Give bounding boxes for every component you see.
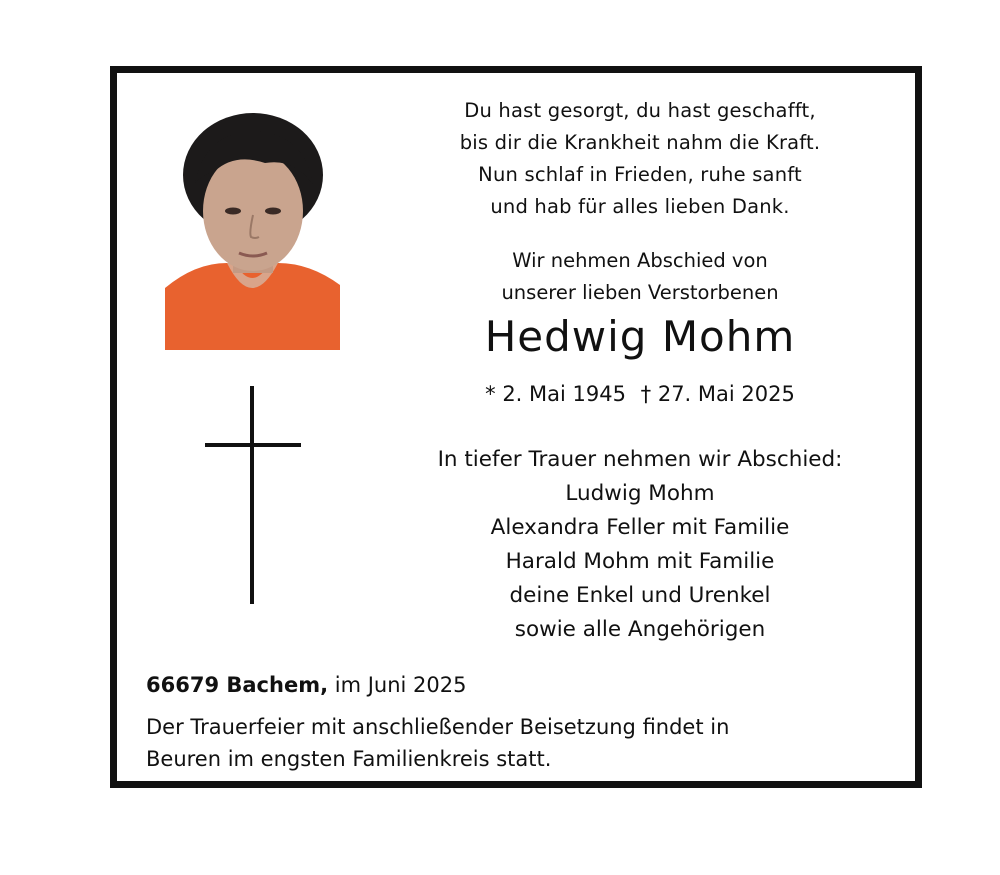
farewell-intro	[375, 245, 905, 309]
mourner-entry: Alexandra Feller mit Familie	[490, 515, 790, 540]
poem-line: Nun schlaf in Frieden, ruhe sanft	[478, 163, 802, 186]
obituary-frame	[110, 66, 922, 788]
intro-line: Wir nehmen Abschied von	[512, 249, 768, 272]
mourner-entry: deine Enkel und Urenkel	[509, 583, 771, 608]
deceased-name: Hedwig Mohm	[484, 312, 796, 361]
poem-line: und hab für alles lieben Dank.	[490, 195, 790, 218]
birth-date: * 2. Mai 1945	[485, 382, 626, 406]
announcement-date: im Juni 2025	[334, 673, 467, 697]
mourner-entry: sowie alle Angehörigen	[514, 617, 766, 642]
poem-verse	[375, 95, 905, 223]
death-date: † 27. Mai 2025	[640, 382, 795, 406]
life-dates	[375, 378, 905, 410]
portrait-photo	[165, 113, 340, 350]
mourners-heading: In tiefer Trauer nehmen wir Abschied:	[437, 447, 843, 472]
poem-line: bis dir die Krankheit nahm die Kraft.	[459, 131, 821, 154]
cross-icon	[205, 386, 301, 604]
funeral-line: Beuren im engsten Familienkreis statt.	[146, 747, 552, 771]
funeral-note	[146, 711, 906, 775]
mourner-entry: Harald Mohm mit Familie	[505, 549, 775, 574]
mourners-list	[375, 443, 905, 647]
mourner-entry: Ludwig Mohm	[565, 481, 715, 506]
funeral-line: Der Trauerfeier mit anschließender Beisetzung findet in	[146, 715, 730, 739]
poem-line: Du hast gesorgt, du hast geschafft,	[464, 99, 816, 122]
place-label: 66679 Bachem,	[146, 673, 329, 697]
place-and-date	[146, 670, 466, 700]
intro-line: unserer lieben Verstorbenen	[501, 281, 779, 304]
